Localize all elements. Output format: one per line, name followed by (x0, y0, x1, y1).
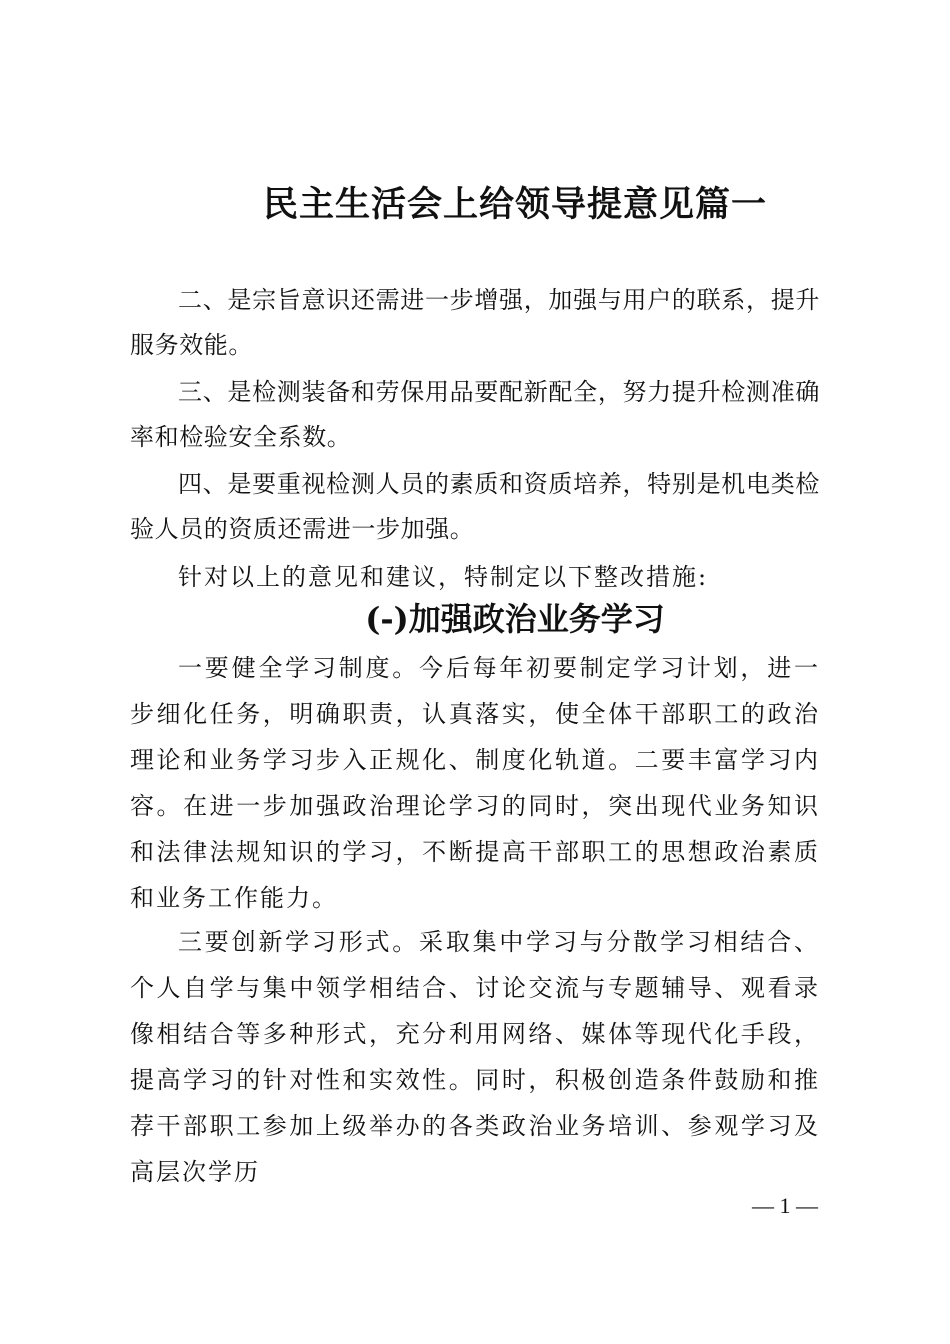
section-paragraph-study-forms: 三要创新学习形式。采取集中学习与分散学习相结合、个人自学与集中领学相结合、讨论交流与专题辅导、观看录像相结合等多种形式，充分利用网络、媒体等现代化手段，提高学习的针对性和实效性。同时，积极创造条件鼓励和推荐干部职工参加上级举办的各类政治业务培训、参观学习及高层次学历 (130, 928, 820, 1186)
paragraph-rectification-intro: 针对以上的意见和建议，特制定以下整改措施: (178, 563, 709, 591)
section-heading: (-)加强政治业务学习 (365, 600, 665, 638)
paragraph-item-2: 二、是宗旨意识还需进一步增强，加强与用户的联系，提升服务效能。 (130, 286, 820, 359)
paragraph-item-3: 三、是检测装备和劳保用品要配新配全，努力提升检测准确率和检验安全系数。 (130, 378, 820, 451)
page-number: — 1 — (752, 1193, 818, 1218)
paragraph-item-4: 四、是要重视检测人员的素质和资质培养，特别是机电类检验人员的资质还需进一步加强。 (130, 470, 820, 543)
section-paragraph-study-system: 一要健全学习制度。今后每年初要制定学习计划，进一步细化任务，明确职责，认真落实，使全体干部职工的政治理论和业务学习步入正规化、制度化轨道。二要丰富学习内容。在进一步加强政治理论学习的同时，突出现代业务知识和法律法规知识的学习，不断提高干部职工的思想政治素质和业务工作能力。 (130, 654, 820, 912)
document-title: 民主生活会上给领导提意见篇一 (262, 184, 767, 225)
